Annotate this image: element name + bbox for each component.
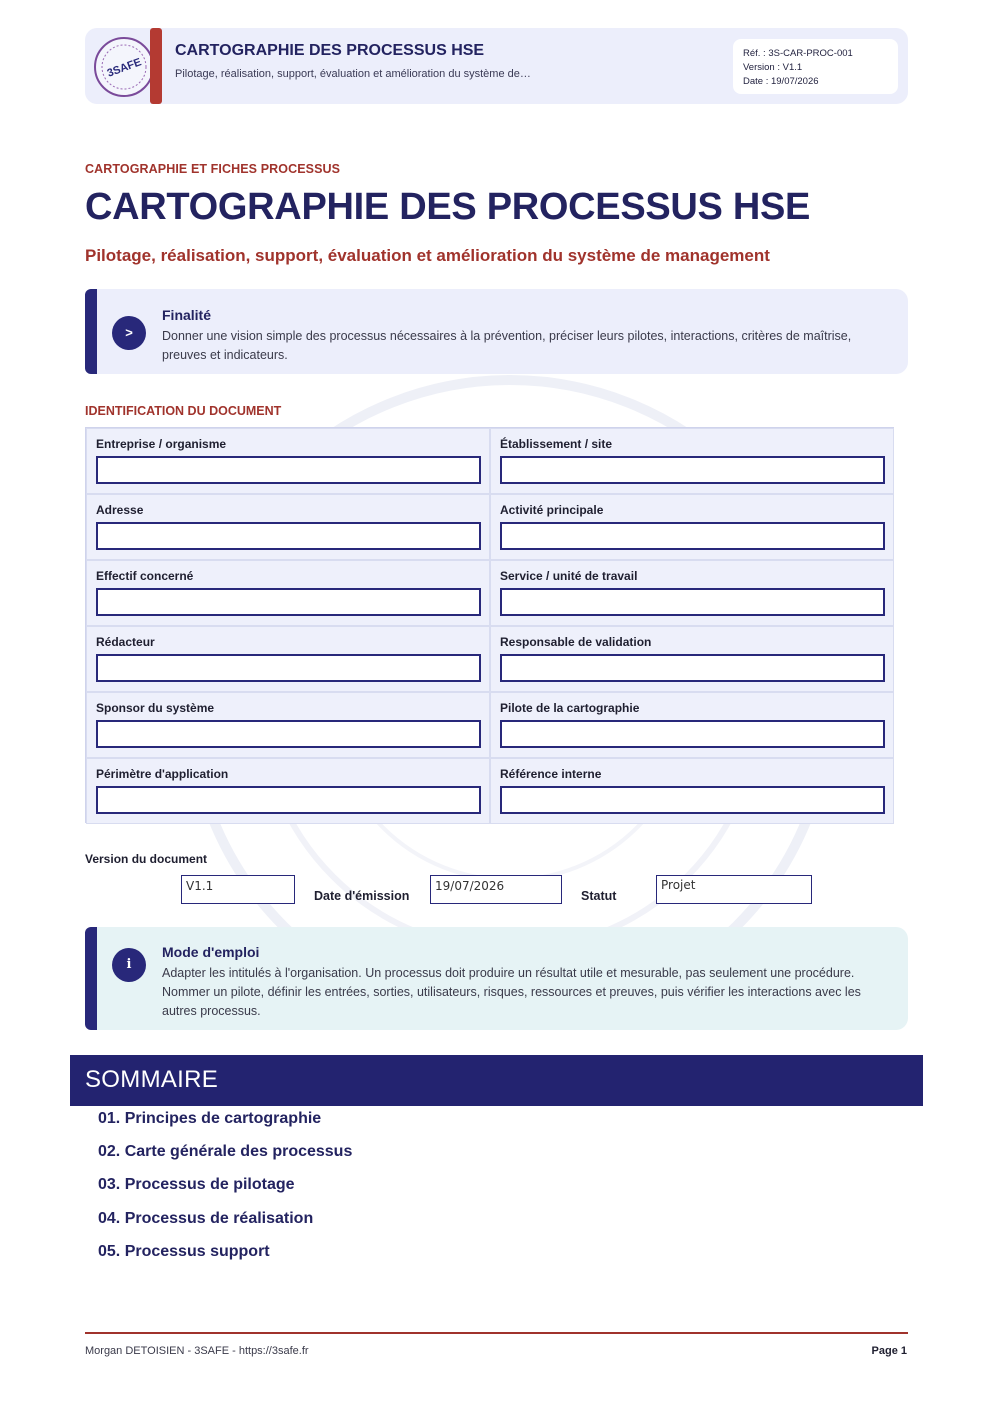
validator-field[interactable] (500, 654, 885, 682)
toc-title: SOMMAIRE (85, 1066, 219, 1093)
field-cell (86, 626, 490, 692)
field-cell (490, 626, 894, 692)
instructions-text: Adapter les intitulés à l'organisation. Un processus doit produire un résultat utile et mesurable, pas seulement une procédure. Nommer un pilote, définir les entrées, sorties, utilisateurs, risques, ressources et preuves, puis vérifier les interactions avec les autres processus. (162, 966, 861, 1018)
scope-field[interactable] (96, 786, 481, 814)
site-field[interactable] (500, 456, 885, 484)
field-label: Pilote de la cartographie (500, 701, 640, 715)
header-subtitle: Pilotage, réalisation, support, évaluation et amélioration du système de… (175, 68, 531, 80)
field-label: Responsable de validation (500, 635, 652, 649)
reference-line: Réf. : 3S-CAR-PROC-001 (743, 48, 853, 59)
version-line: Version : V1.1 (743, 62, 803, 73)
field-cell (490, 692, 894, 758)
callout-accent-bar (85, 927, 97, 1030)
main-activity-field[interactable] (500, 522, 885, 550)
info-icon: i (112, 948, 146, 982)
field-cell (86, 758, 490, 824)
callout-accent-bar (85, 289, 97, 374)
toc-item[interactable]: 02. Carte générale des processus (98, 1143, 353, 1160)
header-accent-bar (150, 28, 162, 104)
identification-grid (85, 427, 894, 823)
field-cell (490, 758, 894, 824)
field-label: Effectif concerné (96, 569, 194, 583)
field-cell (490, 428, 894, 494)
company-logo (93, 33, 155, 101)
chevron-right-icon: > (112, 316, 146, 350)
page-title: CARTOGRAPHIE DES PROCESSUS HSE (85, 186, 811, 228)
field-cell (86, 692, 490, 758)
address-field[interactable] (96, 522, 481, 550)
purpose-text: Donner une vision simple des processus nécessaires à la prévention, préciser leurs pilotes, interactions, critères de maîtrise, preuves et indicateurs. (162, 329, 852, 362)
page-number: Page 1 (871, 1345, 907, 1357)
field-cell (86, 428, 490, 494)
toc-item[interactable]: 04. Processus de réalisation (98, 1210, 314, 1227)
identification-heading: IDENTIFICATION DU DOCUMENT (85, 404, 282, 418)
internal-reference-field[interactable] (500, 786, 885, 814)
field-label: Activité principale (500, 503, 604, 517)
field-label: Entreprise / organisme (96, 437, 227, 451)
purpose-callout (85, 289, 908, 374)
company-field[interactable] (96, 456, 481, 484)
field-cell (490, 560, 894, 626)
document-reference-box (733, 39, 898, 94)
document-version-label: Version du document (85, 852, 208, 866)
toc-header (70, 1055, 923, 1106)
page-subtitle: Pilotage, réalisation, support, évaluation et amélioration du système de management (85, 246, 770, 265)
field-label: Établissement / site (500, 437, 613, 451)
headcount-field[interactable] (96, 588, 481, 616)
toc-item[interactable]: 05. Processus support (98, 1243, 270, 1260)
eyebrow-label: CARTOGRAPHIE ET FICHES PROCESSUS (85, 162, 341, 176)
map-owner-field[interactable] (500, 720, 885, 748)
status-label: Statut (581, 889, 617, 903)
svg-text:3SAFE: 3SAFE (105, 56, 144, 80)
instructions-title: Mode d'emploi (162, 944, 260, 960)
purpose-title: Finalité (162, 307, 212, 323)
footer-divider (85, 1332, 908, 1334)
field-label: Sponsor du système (96, 701, 215, 715)
field-label: Référence interne (500, 767, 602, 781)
toc-item[interactable]: 03. Processus de pilotage (98, 1176, 295, 1193)
field-label: Service / unité de travail (500, 569, 638, 583)
footer-author: Morgan DETOISIEN - 3SAFE - https://3safe.fr (85, 1345, 309, 1357)
author-field[interactable] (96, 654, 481, 682)
field-cell (86, 494, 490, 560)
work-unit-field[interactable] (500, 588, 885, 616)
field-label: Rédacteur (96, 635, 155, 649)
date-line: Date : 19/07/2026 (743, 76, 819, 87)
sponsor-field[interactable] (96, 720, 481, 748)
status-field[interactable]: Projet (656, 875, 812, 904)
toc-item[interactable]: 01. Principes de cartographie (98, 1110, 322, 1127)
version-field[interactable]: V1.1 (181, 875, 295, 904)
field-label: Adresse (96, 503, 144, 517)
field-label: Périmètre d'application (96, 767, 229, 781)
field-cell (490, 494, 894, 560)
field-cell (86, 560, 490, 626)
instructions-callout (85, 927, 908, 1030)
header-title: CARTOGRAPHIE DES PROCESSUS HSE (175, 42, 485, 59)
issue-date-field[interactable]: 19/07/2026 (430, 875, 562, 904)
issue-date-label: Date d'émission (314, 889, 410, 903)
